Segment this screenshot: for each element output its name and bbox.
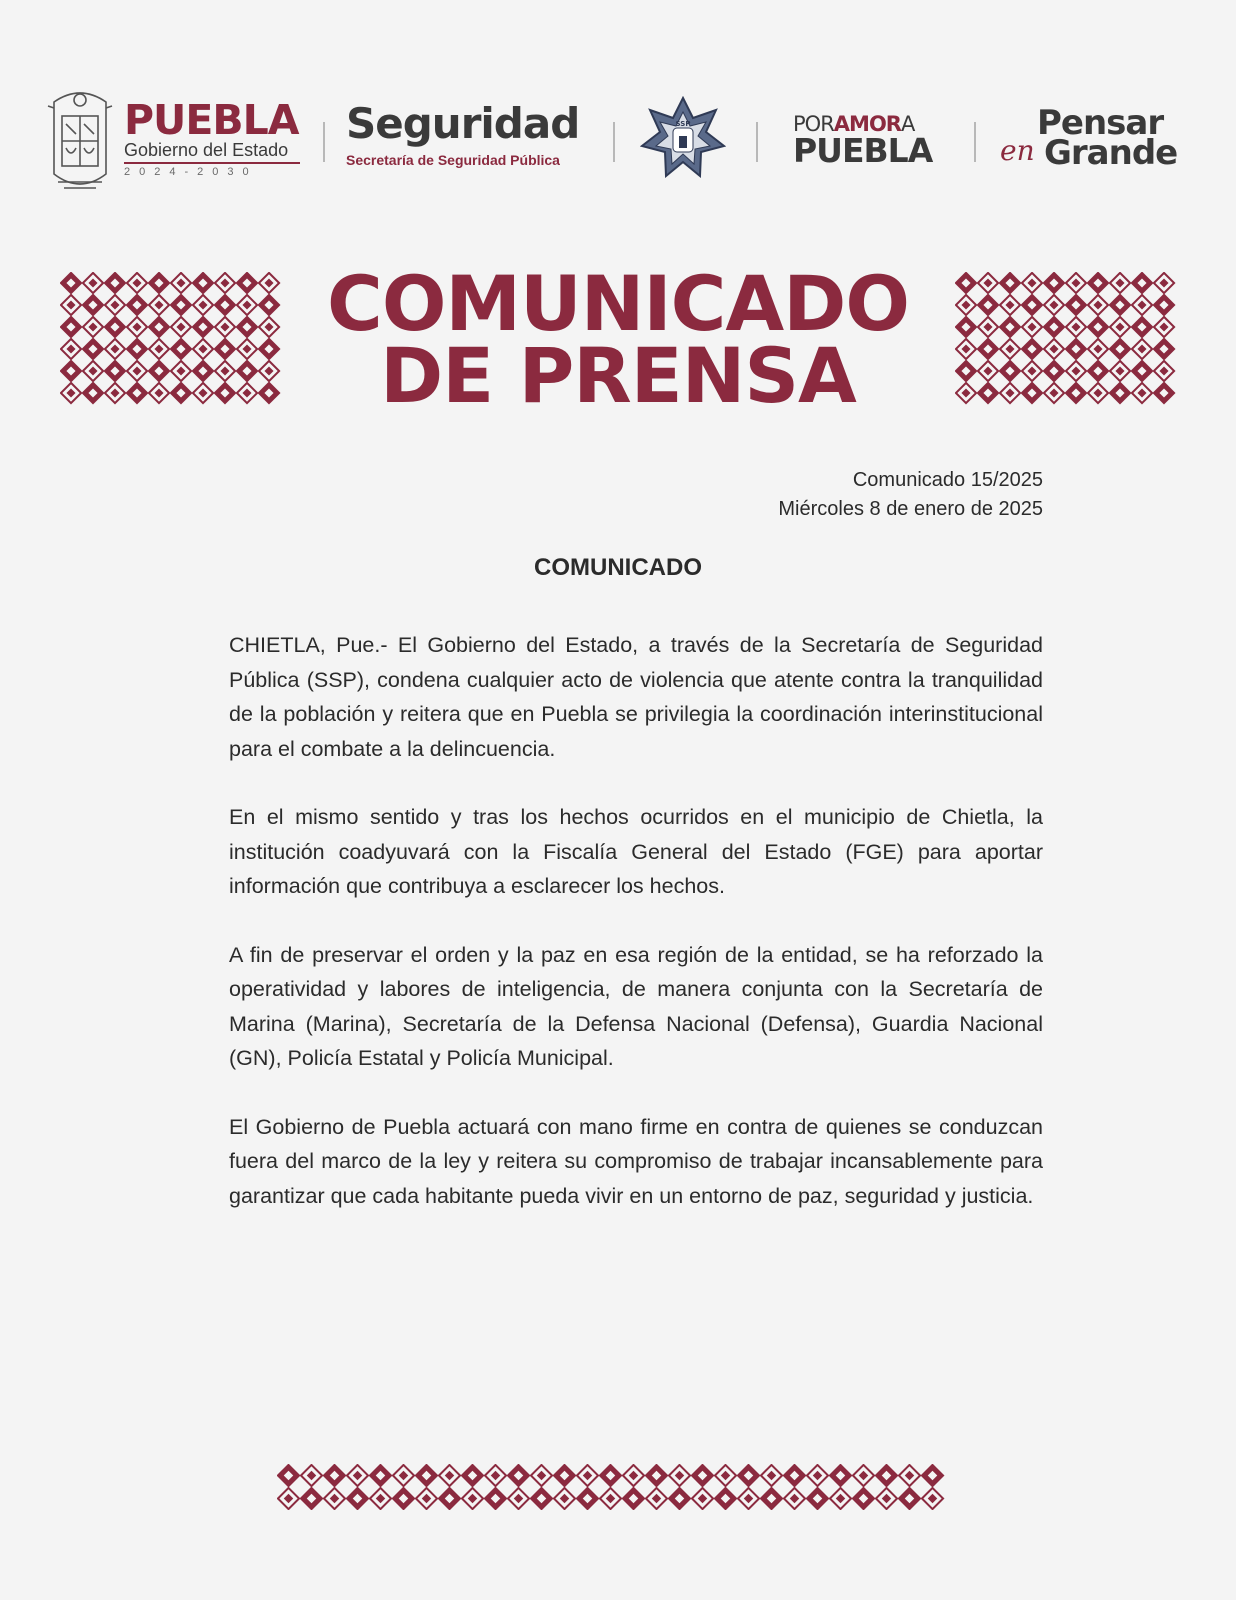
- pattern-motif: [324, 1465, 345, 1486]
- pattern-motif: [830, 1488, 851, 1509]
- puebla-logo: [124, 96, 300, 178]
- paragraph-4: El Gobierno de Puebla actuará con mano firme en contra de quienes se conduzcan fuera del marco de la ley y reitera su compromiso de trabajar incansablemente para garantizar que cada habitante pueda vivir en un entorno de paz, seguridad y justicia.: [229, 1114, 1043, 1208]
- pattern-motif: [899, 1465, 920, 1486]
- communique-date: Miércoles 8 de enero de 2025: [778, 498, 1043, 520]
- pattern-motif: [278, 1488, 299, 1509]
- pattern-motif: [692, 1488, 713, 1509]
- pattern-motif: [347, 1465, 368, 1486]
- seguridad-subtitle: Secretaría de Seguridad Pública: [346, 152, 560, 168]
- communique-meta: [778, 466, 1043, 524]
- pattern-motif: [508, 1488, 529, 1509]
- pattern-motif: [692, 1465, 713, 1486]
- pattern-motif: [324, 1488, 345, 1509]
- pattern-motif: [623, 1488, 644, 1509]
- pattern-motif: [416, 1488, 437, 1509]
- pattern-motif: [485, 1488, 506, 1509]
- pattern-motif: [554, 1488, 575, 1509]
- title-line-2: DE PRENSA: [380, 331, 856, 420]
- pattern-motif: [669, 1488, 690, 1509]
- por-word: POR: [793, 112, 834, 136]
- seguridad-title: Seguridad: [346, 99, 580, 148]
- pattern-motif: [301, 1488, 322, 1509]
- puebla-years: 2024-2030: [124, 166, 258, 178]
- title-line-1: COMUNICADO: [327, 259, 909, 348]
- communique-number: Comunicado 15/2025: [852, 469, 1043, 491]
- pattern-motif: [416, 1465, 437, 1486]
- amor-word: AMOR: [833, 112, 901, 136]
- puebla-crest-icon: [44, 86, 116, 196]
- pattern-motif: [278, 1465, 299, 1486]
- pattern-motif: [738, 1465, 759, 1486]
- pattern-motif: [462, 1488, 483, 1509]
- pattern-motif: [715, 1465, 736, 1486]
- pattern-motif: [646, 1488, 667, 1509]
- pattern-motif: [370, 1465, 391, 1486]
- pattern-motif: [922, 1465, 943, 1486]
- pattern-motif: [577, 1465, 598, 1486]
- pattern-motif: [439, 1488, 460, 1509]
- logo-divider: [613, 122, 615, 162]
- body-text: [229, 628, 1043, 1247]
- pattern-motif: [485, 1465, 506, 1486]
- page-title: [0, 259, 1236, 420]
- pattern-motif: [853, 1465, 874, 1486]
- pattern-motif: [393, 1465, 414, 1486]
- pattern-motif: [393, 1488, 414, 1509]
- pattern-motif: [922, 1488, 943, 1509]
- pattern-motif: [830, 1465, 851, 1486]
- pattern-motif: [669, 1465, 690, 1486]
- pattern-motif: [623, 1465, 644, 1486]
- paragraph-3: A fin de preservar el orden y la paz en esa región de la entidad, se ha reforzado la operatividad y labores de inteligencia, de manera conjunta con la Secretaría de Marina (Marina), Secretaría de la Defensa Nacional (Defensa), Guardia Nacional (GN), Policía Estatal y Policía Municipal.: [229, 942, 1043, 1070]
- pattern-motif: [531, 1465, 552, 1486]
- pattern-motif: [554, 1465, 575, 1486]
- paragraph-2: En el mismo sentido y tras los hechos ocurridos en el municipio de Chietla, la institución coadyuvará con la Fiscalía General del Estado (FGE) para aportar información que contribuya a esclarecer los hechos.: [229, 805, 1043, 898]
- pattern-motif: [531, 1488, 552, 1509]
- header-logos: [0, 0, 1236, 230]
- pattern-motif: [807, 1465, 828, 1486]
- pattern-motif: [807, 1488, 828, 1509]
- pattern-motif: [370, 1488, 391, 1509]
- pattern-motif: [738, 1488, 759, 1509]
- pattern-motif: [761, 1465, 782, 1486]
- pattern-motif: [301, 1465, 322, 1486]
- pattern-motif: [899, 1488, 920, 1509]
- badge-label: SSP: [675, 120, 691, 128]
- pattern-motif: [784, 1465, 805, 1486]
- pattern-motif: [347, 1488, 368, 1509]
- pattern-motif: [508, 1465, 529, 1486]
- pattern-motif: [876, 1488, 897, 1509]
- puebla-name: PUEBLA: [124, 96, 299, 144]
- pattern-motif: [761, 1488, 782, 1509]
- police-badge-icon: [640, 96, 726, 178]
- logo-divider: [974, 122, 976, 162]
- pattern-motif: [462, 1465, 483, 1486]
- puebla-subtitle: Gobierno del Estado: [124, 140, 300, 164]
- pattern-motif: [784, 1488, 805, 1509]
- pattern-motif: [646, 1465, 667, 1486]
- pattern-motif: [600, 1465, 621, 1486]
- pattern-motif: [577, 1488, 598, 1509]
- section-heading: COMUNICADO: [534, 554, 702, 581]
- pensar-word: Pensar: [1037, 103, 1164, 143]
- pattern-motif: [439, 1465, 460, 1486]
- en-word: en: [1000, 134, 1035, 167]
- pattern-motif: [876, 1465, 897, 1486]
- pattern-motif: [853, 1488, 874, 1509]
- logo-divider: [323, 122, 325, 162]
- pattern-bottom-decoration: [277, 1464, 955, 1510]
- por-amor-bottom: PUEBLA: [793, 131, 933, 170]
- pattern-motif: [600, 1488, 621, 1509]
- paragraph-1: CHIETLA, Pue.- El Gobierno del Estado, a través de la Secretaría de Seguridad Pública (SSP), condena cualquier acto de violencia que atente contra la tranquilidad de la población y reitera que en Puebla se privilegia la coordinación interinstitucional para el combate a la delincuencia.: [229, 633, 1043, 761]
- grande-word: Grande: [1044, 133, 1178, 173]
- logo-divider: [756, 122, 758, 162]
- pattern-motif: [715, 1488, 736, 1509]
- a-word: A: [900, 112, 915, 136]
